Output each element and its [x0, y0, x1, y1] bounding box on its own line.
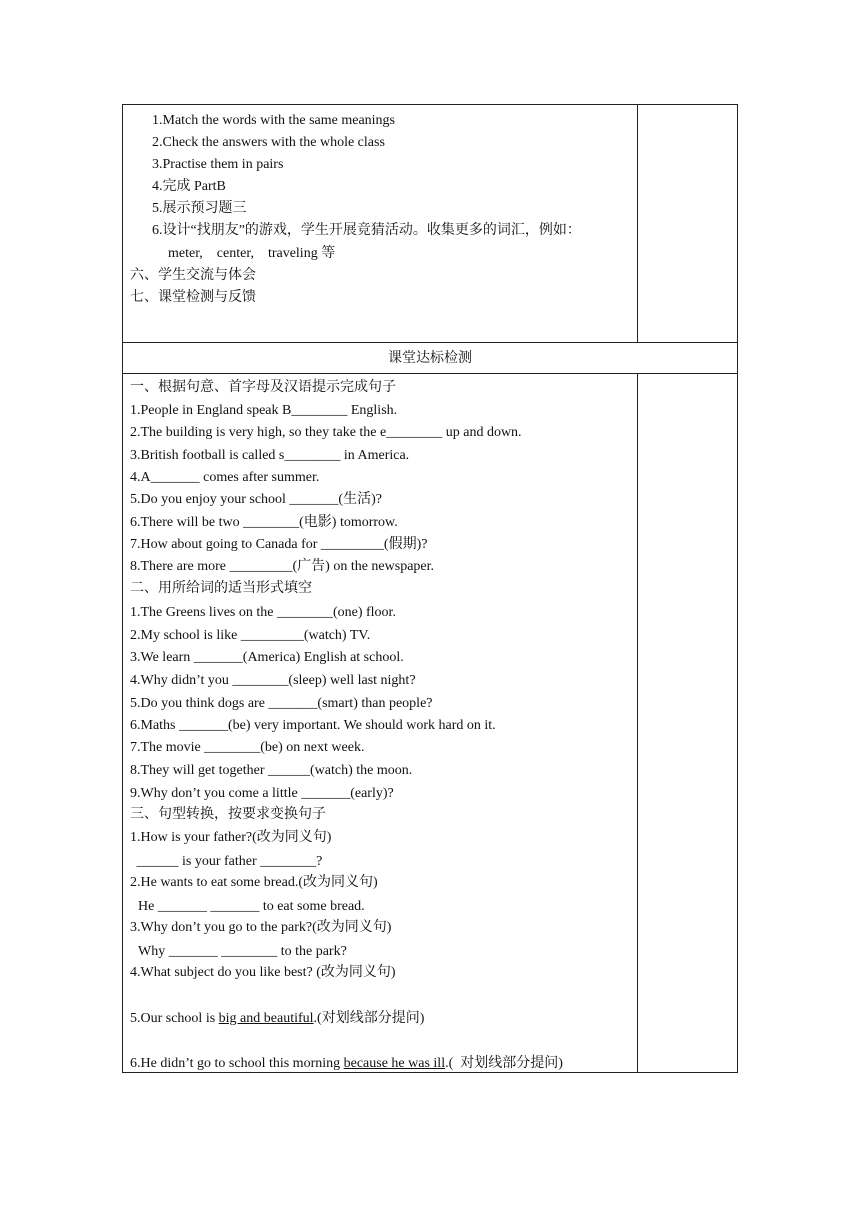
column-divider-top: [637, 105, 638, 342]
part2-item-8: 8.They will get together ______(watch) the moon.: [130, 763, 413, 778]
part1-item-6: 6.There will be two ________(电影) tomorrow.: [130, 515, 398, 530]
part3-question-2: 2.He wants to eat some bread.(改为同义句): [130, 875, 378, 890]
step-1: 1.Match the words with the same meanings: [152, 113, 396, 128]
step-2: 2.Check the answers with the whole class: [152, 135, 385, 150]
part2-title: 二、用所给词的适当形式填空: [130, 581, 312, 596]
part1-item-5: 5.Do you enjoy your school _______(生活)?: [130, 492, 382, 507]
part1-item-1: 1.People in England speak B________ English.: [130, 403, 398, 418]
step-3: 3.Practise them in pairs: [152, 157, 284, 172]
part2-item-7: 7.The movie ________(be) on next week.: [130, 740, 365, 755]
part2-item-2: 2.My school is like _________(watch) TV.: [130, 628, 371, 643]
part1-item-4: 4.A_______ comes after summer.: [130, 470, 320, 485]
part3-question-1: 1.How is your father?(改为同义句): [130, 830, 332, 845]
part2-item-1: 1.The Greens lives on the ________(one) floor.: [130, 605, 396, 620]
q6-underlined: because he was ill: [343, 1056, 446, 1071]
q6-suffix: .( 对划线部分提问): [445, 1056, 563, 1071]
part3-title: 三、句型转换，按要求变换句子: [130, 807, 326, 822]
q6-prefix: 6.He didn’t go to school this morning: [130, 1056, 344, 1071]
column-divider-bottom: [637, 374, 638, 1073]
part1-title: 一、根据句意、首字母及汉语提示完成句子: [130, 380, 396, 395]
q5-prefix: 5.Our school is: [130, 1011, 219, 1026]
step-6: 6.设计“找朋友”的游戏，学生开展竞猜活动。收集更多的词汇，例如：: [152, 223, 581, 238]
part2-item-3: 3.We learn _______(America) English at school.: [130, 650, 404, 665]
row-divider-2: [123, 373, 737, 374]
part3-question-6: [130, 1055, 563, 1073]
part1-item-2: 2.The building is very high, so they take the e________ up and down.: [130, 425, 522, 440]
part3-question-3: 3.Why don’t you go to the park?(改为同义句): [130, 920, 392, 935]
part3-answer-1: ______ is your father ________?: [133, 854, 323, 869]
part1-item-8: 8.There are more _________(广告) on the newspaper.: [130, 559, 435, 574]
section-title: 课堂达标检测: [388, 351, 472, 366]
part3-answer-3: Why _______ ________ to the park?: [138, 944, 347, 959]
part2-item-4: 4.Why didn’t you ________(sleep) well last night?: [130, 673, 416, 688]
q5-underlined: big and beautiful: [218, 1011, 314, 1026]
q5-suffix: .(对划线部分提问): [313, 1011, 425, 1026]
heading-6: 六、学生交流与体会: [130, 268, 256, 283]
step-5: 5.展示预习题三: [152, 201, 247, 216]
part2-item-9: 9.Why don’t you come a little _______(early)?: [130, 786, 394, 801]
part3-answer-2: He _______ _______ to eat some bread.: [138, 899, 365, 914]
lesson-table: [122, 104, 738, 1073]
part3-question-4: 4.What subject do you like best? (改为同义句): [130, 965, 396, 980]
part2-item-5: 5.Do you think dogs are _______(smart) than people?: [130, 696, 433, 711]
row-divider-1: [123, 342, 737, 343]
step-4: 4.完成 PartB: [152, 179, 226, 194]
part3-question-5: [130, 1010, 424, 1028]
part2-item-6: 6.Maths _______(be) very important. We should work hard on it.: [130, 718, 496, 733]
step-6-examples: meter, center, traveling 等: [168, 246, 336, 261]
part1-item-3: 3.British football is called s________ in America.: [130, 448, 410, 463]
part1-item-7: 7.How about going to Canada for _________(假期)?: [130, 537, 428, 552]
heading-7: 七、课堂检测与反馈: [130, 290, 256, 305]
